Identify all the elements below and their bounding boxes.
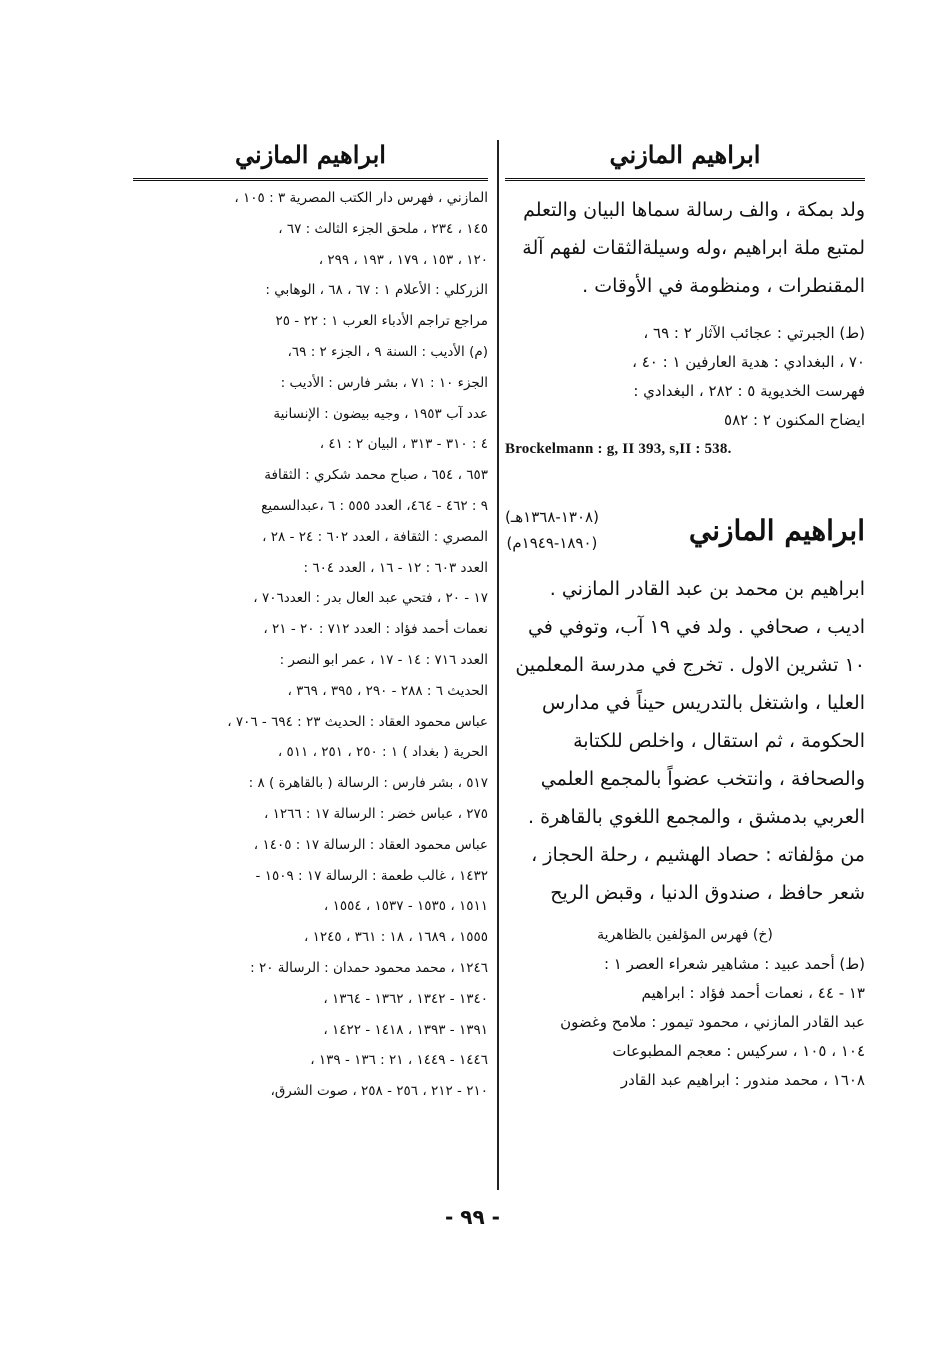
left-line: ٥١٧ ، بشر فارس : الرسالة ( بالقاهرة ) ٨ : [248, 775, 488, 792]
right-column [505, 132, 865, 1095]
left-line: الحديث ٦ : ٢٨٨ - ٢٩٠ ، ٣٩٥ ، ٣٦٩ ، [287, 682, 488, 699]
left-line: المازني ، فهرس دار الكتب المصرية ٣ : ١٠٥ ، [234, 190, 488, 206]
reference-line: ٧٠ ، البغدادي : هدية العارفين ١ : ٤٠ ، [632, 353, 865, 371]
intro-paragraph [505, 191, 865, 305]
left-line: العدد ٦٠٣ : ١٢ - ١٦ ، العدد ٦٠٤ : [303, 559, 488, 576]
intro-line: المقنطرات ، ومنظومة في الأوقات . [582, 275, 865, 297]
entry-dates-hijri: (١٣٠٨-١٣٦٨هـ) [505, 508, 599, 526]
bio-line: العربي بدمشق ، والمجمع اللغوي بالقاهرة . [527, 806, 865, 828]
column-divider [497, 140, 499, 1190]
left-line: عدد آب ١٩٥٣ ، وجيه بيضون : الإنسانية [273, 405, 488, 422]
left-line: ٩ : ٤٦٢ - ٤٦٤، العدد ٥٥٥ : ٦ ،عبدالسميع [261, 497, 488, 514]
left-references [133, 183, 488, 1107]
left-line: ١٢٠ ، ١٥٣ ، ١٧٩ ، ١٩٣ ، ٢٩٩ ، [318, 251, 488, 268]
entry-name: ابراهيم المازني [688, 513, 865, 547]
reference-line: فهرست الخديوية ٥ : ٢٨٢ ، البغدادي : [633, 382, 865, 400]
left-line: الزركلي : الأعلام ١ : ٦٧ ، ٦٨ ، الوهابي : [265, 282, 488, 299]
intro-line: ولد بمكة ، والف رسالة سماها البيان والتعلم [523, 199, 865, 221]
reference-line: (ط) الجبرتي : عجائب الآثار ٢ : ٦٩ ، [643, 324, 865, 342]
left-line: ٢٧٥ ، عباس خضر : الرسالة ١٧ : ١٢٦٦ ، [263, 805, 488, 822]
references-block [505, 319, 865, 435]
left-line: عباس محمود العقاد : الحديث ٢٣ : ٦٩٤ - ٧٠٦ ، [227, 713, 488, 730]
left-column [133, 132, 488, 1107]
left-line: ١٣٤٠ - ١٣٤٢ ، ١٣٦٢ - ١٣٦٤ ، [323, 990, 488, 1007]
left-line: ٦٥٣ ، ٦٥٤ ، صباح محمد شكري : الثقافة [264, 467, 488, 484]
bio-line: ابراهيم بن محمد بن عبد القادر المازني . [549, 578, 865, 600]
entry-heading [505, 498, 865, 562]
left-line: ١٥٥٥ ، ١٦٨٩ ، ١٨ : ٣٦١ ، ١٢٤٥ ، [304, 929, 488, 946]
source-line: ١٣ - ٤٤ ، نعمات أحمد فؤاد : ابراهيم [641, 984, 865, 1002]
manuscripts-line: (خ) فهرس المؤلفين بالظاهرية [597, 927, 773, 943]
bio-line: شعر حافظ ، صندوق الدنيا ، وقبض الريح [550, 882, 865, 904]
source-line: ١٦٠٨ ، محمد مندور : ابراهيم عبد القادر [620, 1071, 865, 1089]
entry-dates [505, 504, 599, 556]
bio-line: من مؤلفاته : حصاد الهشيم ، رحلة الحجاز ، [531, 844, 865, 866]
intro-line: لمتبع ملة ابراهيم ،وله وسيلةالثقات لفهم آلة [522, 237, 865, 259]
left-column-header: ابراهيم المازني [133, 132, 488, 181]
source-line: عبد القادر المازني ، محمود تيمور : ملامح وغضون [560, 1013, 865, 1031]
right-column-header: ابراهيم المازني [505, 132, 865, 181]
left-line: ١٤٣٢ ، غالب طعمة : الرسالة ١٧ : ١٥٠٩ - [255, 867, 488, 884]
left-line: ٤ : ٣١٠ - ٣١٣ ، البيان ٢ : ٤١ ، [319, 436, 488, 453]
latin-reference: Brockelmann : g, II 393, s,II : 538. [505, 441, 732, 457]
left-line: ٢١٠ - ٢١٢ ، ٢٥٦ - ٢٥٨ ، صوت الشرق، [270, 1083, 488, 1100]
left-line: عباس محمود العقاد : الرسالة ١٧ : ١٤٠٥ ، [253, 836, 488, 853]
source-line: (ط) أحمد عبيد : مشاهير شعراء العصر ١ : [603, 955, 865, 973]
page-number: - ٩٩ - [445, 1205, 500, 1229]
left-line: مراجع تراجم الأدباء العرب ١ : ٢٢ - ٢٥ [275, 313, 488, 330]
printed-sources-block [505, 950, 865, 1095]
entry-dates-gregorian: (١٨٩٠-١٩٤٩م) [506, 534, 598, 552]
bio-line: والصحافة ، وانتخب عضواً بالمجمع العلمي [540, 768, 865, 790]
left-line: العدد ٧١٦ : ١٤ - ١٧ ، عمر ابو النصر : [279, 651, 488, 668]
left-line: ١٣٩١ - ١٣٩٣ ، ١٤١٨ - ١٤٢٢ ، [323, 1021, 488, 1038]
left-line: المصري : الثقافة ، العدد ٦٠٢ : ٢٤ - ٢٨ ، [262, 528, 488, 545]
biography-paragraph [505, 570, 865, 912]
bio-line: الحكومة ، ثم استقال ، واخلص للكتابة [573, 730, 865, 752]
bio-line: العليا ، واشتغل بالتدريس حيناً في مدارس [541, 692, 865, 714]
left-line: ١٧ - ٢٠ ، فتحي عبد العال بدر : العدد٧٠٦ ، [253, 590, 488, 607]
source-line: ١٠٤ ، ١٠٥ ، سركيس : معجم المطبوعات [612, 1042, 865, 1060]
left-line: الحرية ( بغداد ) ١ : ٢٥٠ ، ٢٥١ ، ٥١١ ، [277, 744, 488, 761]
left-line: الجزء ١٠ : ٧١ ، بشر فارس : الأديب : [280, 374, 488, 391]
left-line: ١٥١١ ، ١٥٣٥ - ١٥٣٧ ، ١٥٥٤ ، [323, 898, 488, 915]
bio-line: ١٠ تشرين الاول . تخرج في مدرسة المعلمين [515, 654, 865, 676]
reference-line: ايضاح المكنون ٢ : ٥٨٢ [724, 411, 865, 429]
left-line: (م) الأديب : السنة ٩ ، الجزء ٢ : ٦٩، [287, 343, 488, 360]
left-line: ١٤٤٦ - ١٤٤٩ ، ٢١ : ١٣٦ - ١٣٩ ، [310, 1052, 488, 1069]
left-line: نعمات أحمد فؤاد : العدد ٧١٢ : ٢٠ - ٢١ ، [263, 621, 488, 638]
left-line: ١٤٥ ، ٢٣٤ ، ملحق الجزء الثالث : ٦٧ ، [278, 220, 488, 237]
bio-line: اديب ، صحافي . ولد في ١٩ آب، وتوفي في [527, 616, 865, 638]
left-line: ١٢٤٦ ، محمد محمود حمدان : الرسالة ٢٠ : [250, 959, 488, 976]
